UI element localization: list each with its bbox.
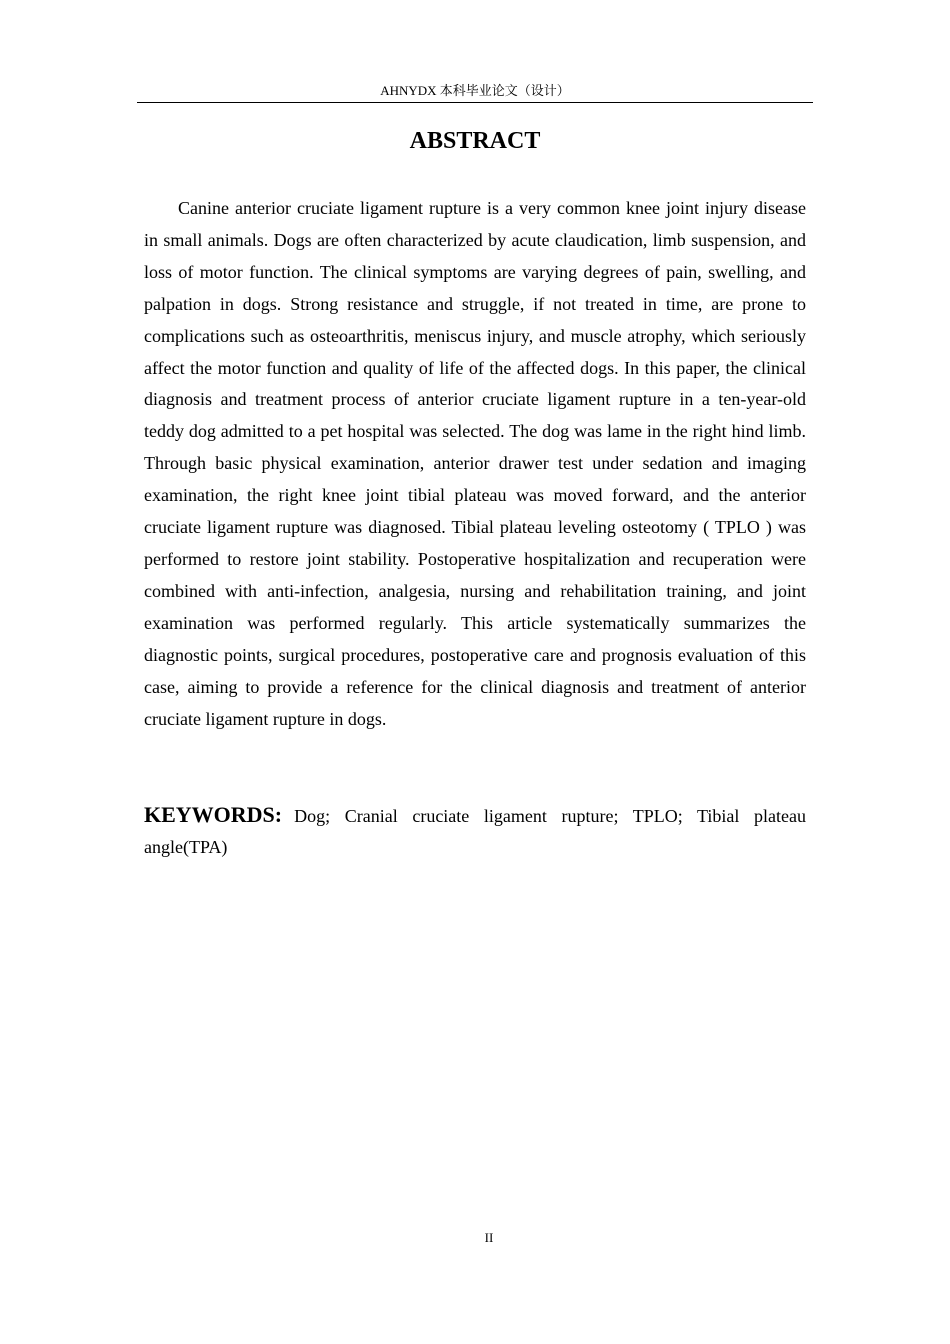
keywords-text: Dog; Cranial cruciate ligament rupture; TPLO; Tibial plateau angle(TPA) [144, 806, 806, 857]
page-header: AHNYDX 本科毕业论文（设计） [137, 82, 813, 103]
keywords-label: KEYWORDS: [144, 802, 283, 827]
abstract-body: Canine anterior cruciate ligament rupture is a very common knee joint injury disease in small animals. Dogs are often characterized by acute claudication, limb suspension, and loss of motor function. The clinical symptoms are varying degrees of pain, swelling, and palpation in dogs. Strong resistance and struggle, if not treated in time, are prone to complications such as osteoarthritis, meniscus injury, and muscle atrophy, which seriously affect the motor function and quality of life of the affected dogs. In this paper, the clinical diagnosis and treatment process of anterior cruciate ligament rupture in a ten-year-old teddy dog admitted to a pet hospital was selected. The dog was lame in the right hind limb. Through basic physical examination, anterior drawer test under sedation and imaging examination, the right knee joint tibial plateau was moved forward, and the anterior cruciate ligament rupture was diagnosed. Tibial plateau leveling osteotomy ( TPLO ) was performed to restore joint stability. Postoperative hospitalization and recuperation were combined with anti-infection, analgesia, nursing and rehabilitation training, and joint examination was performed regularly. This article systematically summarizes the diagnostic points, surgical procedures, postoperative care and prognosis evaluation of this case, aiming to provide a reference for the clinical diagnosis and treatment of anterior cruciate ligament rupture in dogs. [144, 198, 806, 729]
abstract-title: ABSTRACT [409, 128, 541, 154]
keywords-paragraph [144, 799, 806, 863]
page-number: II [484, 1230, 494, 1245]
